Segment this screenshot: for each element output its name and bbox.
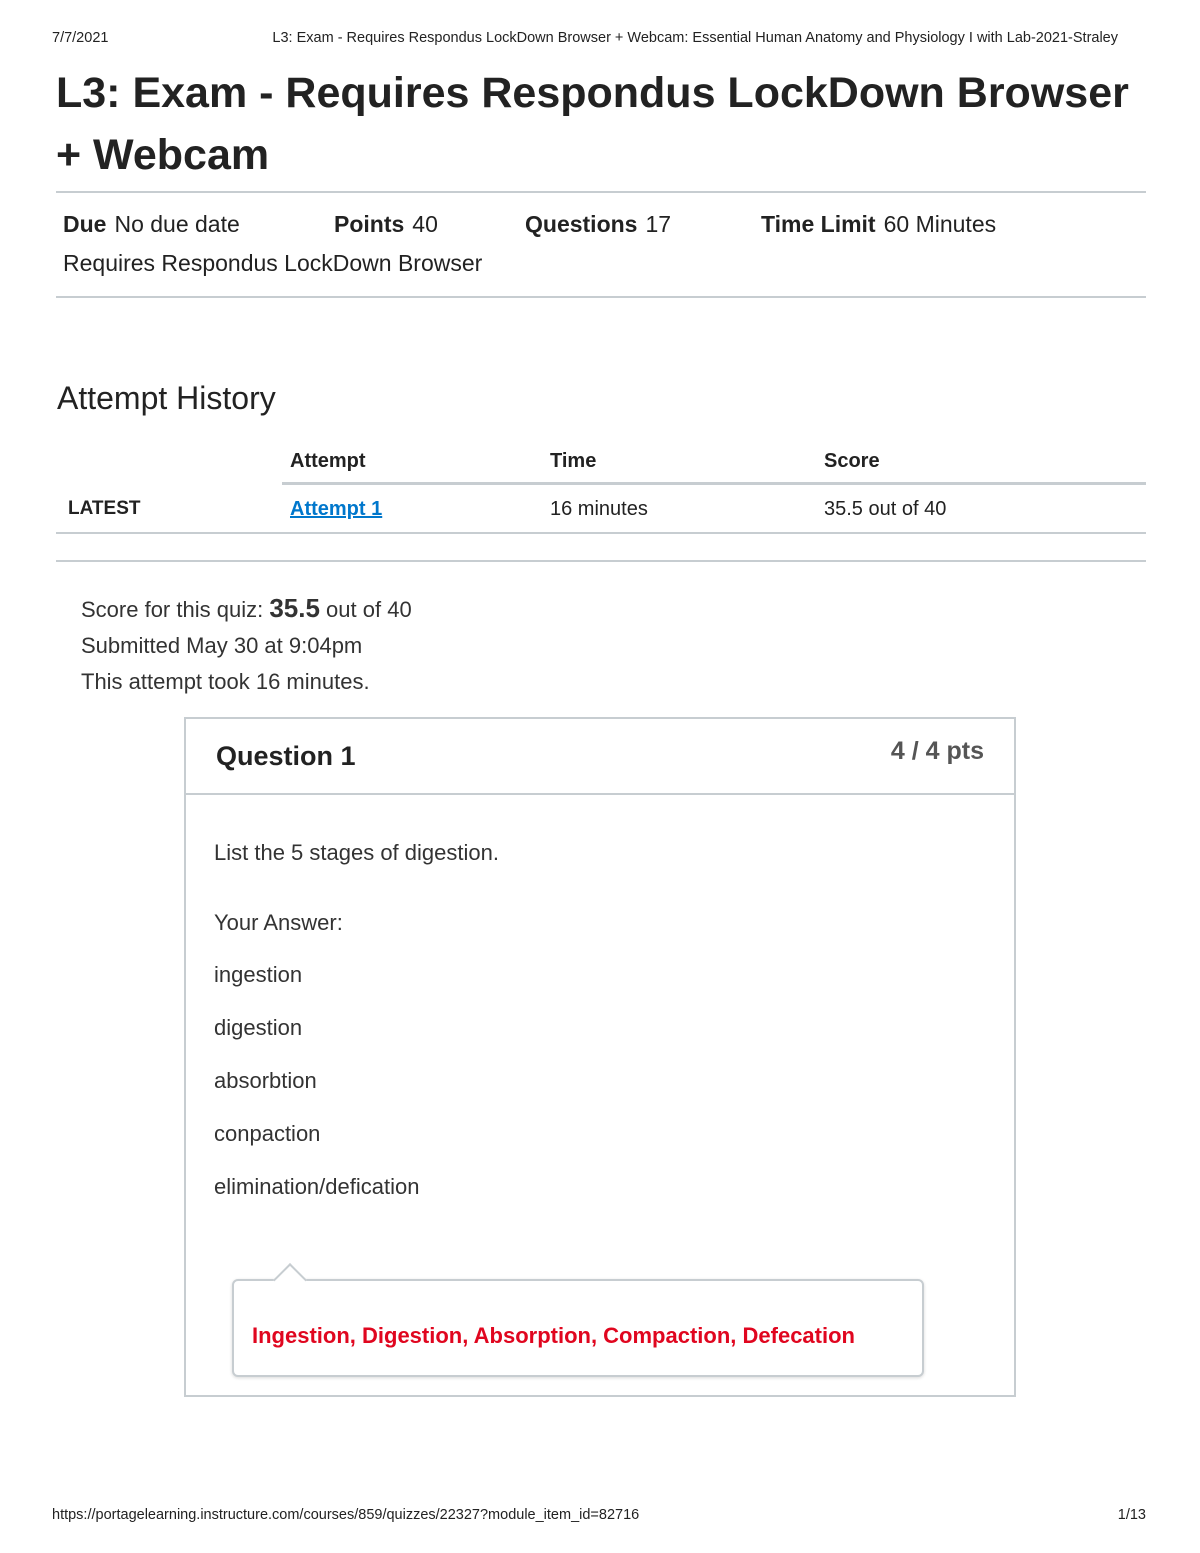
meta-requirement: Requires Respondus LockDown Browser: [63, 250, 483, 276]
answer-line: elimination/defication: [214, 1174, 420, 1199]
attempt-1-link[interactable]: Attempt 1: [290, 498, 383, 520]
question-header: [186, 719, 1014, 795]
comment-arrow: [273, 1263, 307, 1297]
your-answer-label: Your Answer:: [214, 910, 343, 935]
divider: [56, 191, 1146, 193]
attempt-score: 35.5 out of 40: [824, 498, 947, 520]
answer-line: ingestion: [214, 962, 303, 987]
meta-time-limit: Time Limit 60 Minutes: [761, 211, 997, 237]
column-header-attempt: Attempt: [290, 450, 366, 472]
answer-comment: Ingestion, Digestion, Absorption, Compaction, Defecation: [252, 1323, 855, 1348]
attempt-time: 16 minutes: [550, 498, 648, 520]
print-page-number: 1/13: [1117, 1507, 1146, 1523]
answer-list: [214, 962, 419, 1227]
quiz-score-value: 35.5: [269, 593, 320, 623]
meta-points: Points 40: [334, 211, 438, 237]
print-url: https://portagelearning.instructure.com/courses/859/quizzes/22327?module_item_id=82716: [52, 1507, 640, 1523]
print-header: [52, 30, 1118, 46]
quiz-meta: [63, 211, 996, 238]
print-title: L3: Exam - Requires Respondus LockDown Browser + Webcam: Essential Human Anatomy and Physiology I with Lab-2021-Straley: [272, 30, 1118, 46]
question-points: 4 / 4 pts: [890, 737, 984, 765]
answer-line: conpaction: [214, 1121, 321, 1146]
column-header-time: Time: [550, 450, 597, 472]
question-prompt: List the 5 stages of digestion.: [214, 840, 499, 865]
quiz-score-line: Score for this quiz: 35.5 out of 40: [81, 593, 412, 623]
answer-comment-box: [232, 1279, 924, 1377]
latest-label: LATEST: [68, 498, 141, 519]
column-header-score: Score: [824, 450, 880, 472]
table-row: [56, 485, 1146, 534]
question-card: [184, 717, 1016, 1397]
page-title: L3: Exam - Requires Respondus LockDown Browser + Webcam: [56, 69, 1129, 179]
attempt-history-table: [56, 446, 1146, 534]
divider: [56, 296, 1146, 298]
answer-line: digestion: [214, 1015, 303, 1040]
answer-line: absorbtion: [214, 1068, 317, 1093]
print-footer: [52, 1507, 1146, 1523]
meta-due: Due No due date: [63, 211, 240, 237]
attempt-history-heading: Attempt History: [57, 380, 276, 416]
print-date: 7/7/2021: [52, 30, 109, 46]
score-summary: [81, 590, 412, 700]
table-header: [282, 446, 1146, 485]
question-title: Question 1: [216, 741, 356, 771]
attempt-duration: This attempt took 16 minutes.: [81, 669, 370, 694]
submitted-time: Submitted May 30 at 9:04pm: [81, 633, 363, 658]
meta-questions: Questions 17: [525, 211, 672, 237]
divider: [56, 560, 1146, 562]
